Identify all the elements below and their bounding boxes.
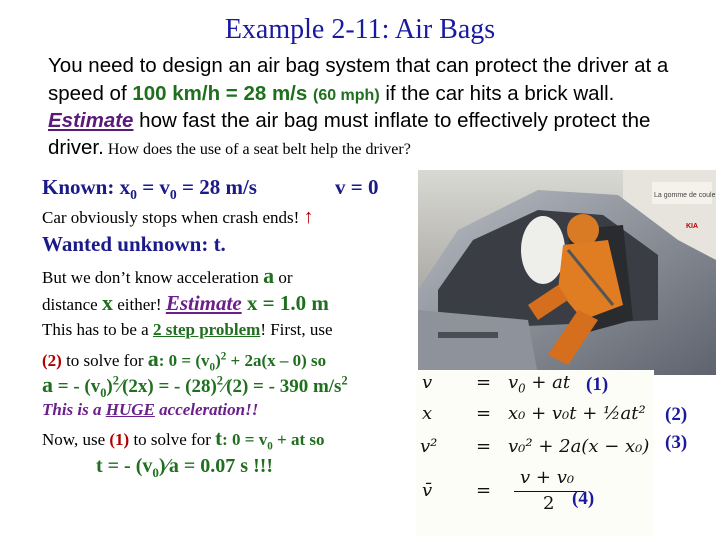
up-arrow-icon: ↑ [303,206,314,228]
eq-number-4: (4) [572,488,595,509]
eq3-equals: = [476,436,492,457]
crash-line: Car obviously stops when crash ends! ↑ [42,206,314,228]
eq-number-2: (2) [665,404,688,425]
eq2-lhs: x [422,403,433,424]
result-a-line: a = - $(v_0)^2⁄(2x)$ = - $(28)^2⁄(2)$ = - 390 $m/s^2$ [42,372,348,400]
crash-test-photo [418,170,716,375]
eq4-equals: = [476,480,492,501]
intro-line-1: You need to design an air bag system that can protect the driver at a [48,54,669,77]
eq4-denominator: 2 [543,493,555,514]
eq1-rhs: $v_0$ + at [508,372,571,396]
eq1-equals: = [476,372,492,393]
intro-line-3: Estimate how fast the air bag must inflate to effectively protect the [48,109,651,132]
eq-number-3: (3) [665,432,688,453]
intro-line-4: driver. How does the use of a seat belt help the driver? [48,136,411,159]
known-v: v = 0 [335,175,379,199]
eq4-numerator: v + v₀ [520,467,575,488]
eq2-rhs: x₀ + v₀t + ½at² [508,403,646,424]
solve-a-line: (2) to solve for a: $0 = (v_0)^2 + 2a(x - 0)$ so [42,346,327,374]
wanted-line: Wanted unknown: t. [42,232,226,256]
crash-test-photo-svg [418,170,716,375]
eq3-rhs: v₀² + 2a(x − x₀) [508,436,650,457]
eq1-lhs: v [422,372,433,393]
estimate-word: Estimate [48,109,134,132]
eq-number-1: (1) [586,374,609,395]
photo-brand-text: KIA [686,223,699,230]
kinematic-equations-box [416,370,654,536]
eq3-lhs: v² [420,436,438,457]
two-step-line: This has to be a 2 step problem! First, use [42,320,333,339]
solve-t-line: Now, use (1) to solve for t: $0 = v_0$ + at so [42,426,325,453]
distance-line: distance x either! Estimate x = 1.0 m [42,290,329,315]
eq4-lhs: v̄ [422,480,433,501]
eq2-equals: = [476,403,492,424]
intro-line-2: speed of 100 km/h = 28 m/s (60 mph) if the car hits a brick wall. [48,82,615,105]
accel-line: But we don’t know acceleration a or [42,263,293,288]
huge-line: This is a HUGE acceleration!! [42,400,259,419]
result-t-line: t = - $(v_0)⁄a = 0.07$ s !!! [96,455,274,480]
photo-sign-text: La gomme de coule [654,192,716,199]
page-title: Example 2-11: Air Bags [224,14,496,45]
known-line: Known: $x_0 = v_0 = 28$ m/s [42,175,257,203]
